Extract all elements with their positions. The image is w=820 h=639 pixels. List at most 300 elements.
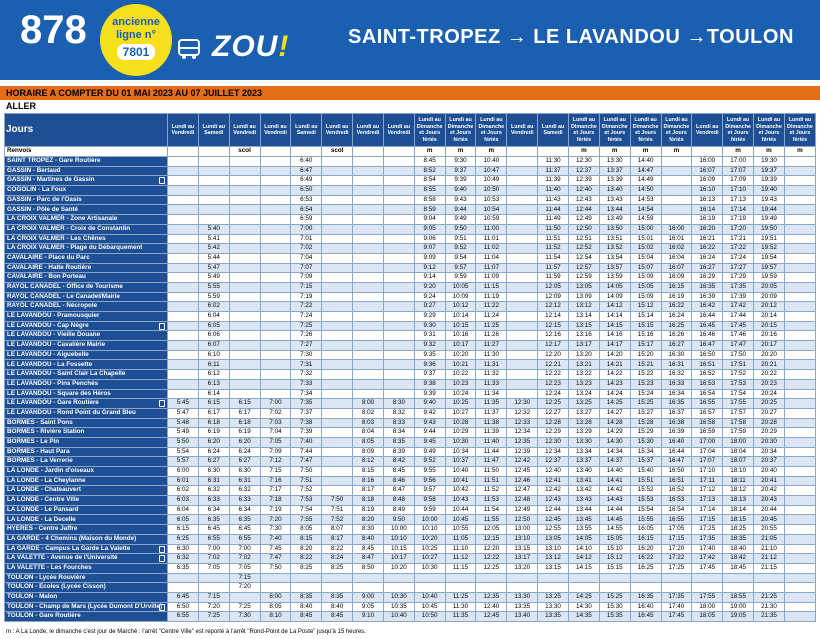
- time-cell: 10:40: [476, 157, 507, 167]
- time-cell: 20:41: [754, 476, 785, 486]
- time-cell: 11:50: [476, 467, 507, 477]
- time-cell: [507, 573, 538, 583]
- time-cell: 6:34: [198, 505, 229, 515]
- time-cell: 16:50: [692, 350, 723, 360]
- time-cell: 8:45: [383, 467, 414, 477]
- table-row: [5, 379, 816, 389]
- time-cell: [507, 302, 538, 312]
- time-cell: 14:59: [630, 215, 661, 225]
- time-cell: 14:25: [599, 399, 630, 409]
- time-cell: 11:43: [538, 195, 569, 205]
- footnote: m : A La Londe, le dimanche c'est jour de Marché : l'arrêt "Centre Ville" est reporté à l'arrêt "Rond-Point de La Poste" jusqu'à 15 heures.: [6, 629, 366, 635]
- time-cell: 17:57: [723, 408, 754, 418]
- time-cell: 6:30: [198, 467, 229, 477]
- time-cell: 17:13: [692, 496, 723, 506]
- time-cell: 16:15: [630, 534, 661, 544]
- time-cell: [784, 457, 815, 467]
- time-cell: 13:28: [568, 418, 599, 428]
- time-cell: 8:52: [414, 166, 445, 176]
- time-cell: 10:00: [383, 525, 414, 535]
- time-cell: 20:12: [754, 302, 785, 312]
- time-cell: 9:58: [414, 496, 445, 506]
- time-cell: 11:51: [476, 476, 507, 486]
- time-cell: 12:37: [568, 166, 599, 176]
- time-cell: [507, 321, 538, 331]
- time-cell: 16:51: [661, 476, 692, 486]
- time-cell: 7:50: [291, 467, 322, 477]
- time-cell: 15:20: [630, 350, 661, 360]
- time-cell: [661, 583, 692, 593]
- table-row: [5, 360, 816, 370]
- time-cell: 10:42: [445, 486, 476, 496]
- time-cell: 7:01: [291, 234, 322, 244]
- time-cell: 10:45: [414, 602, 445, 612]
- time-cell: 6:33: [198, 496, 229, 506]
- time-cell: 17:45: [692, 563, 723, 573]
- time-cell: 9:32: [414, 341, 445, 351]
- time-cell: 7:22: [291, 302, 322, 312]
- time-cell: 13:44: [568, 505, 599, 515]
- time-cell: [661, 176, 692, 186]
- time-cell: 12:39: [507, 447, 538, 457]
- table-row: [5, 205, 816, 215]
- time-cell: 9:24: [414, 292, 445, 302]
- period-banner: HORAIRE A COMPTER DU 01 MAI 2023 AU 07 JUILLET 2023: [0, 86, 820, 100]
- renvoi-cell: m: [630, 147, 661, 157]
- time-cell: 21:30: [754, 602, 785, 612]
- time-cell: 14:24: [599, 389, 630, 399]
- time-cell: 8:22: [322, 544, 353, 554]
- brand-mark: !: [278, 30, 290, 63]
- time-cell: 10:10: [383, 534, 414, 544]
- time-cell: 6:55: [229, 534, 260, 544]
- time-cell: 17:44: [723, 312, 754, 322]
- time-cell: [260, 370, 291, 380]
- time-cell: 9:38: [414, 379, 445, 389]
- time-cell: 11:04: [476, 253, 507, 263]
- time-cell: 7:40: [260, 534, 291, 544]
- time-cell: 18:05: [692, 612, 723, 622]
- time-cell: 8:18: [353, 496, 384, 506]
- time-cell: 8:59: [414, 205, 445, 215]
- time-cell: 18:07: [723, 457, 754, 467]
- time-cell: [784, 408, 815, 418]
- time-cell: 15:22: [630, 370, 661, 380]
- time-cell: 7:25: [229, 602, 260, 612]
- time-cell: 11:59: [538, 273, 569, 283]
- time-cell: 20:29: [754, 428, 785, 438]
- time-cell: 7:30: [291, 350, 322, 360]
- time-cell: 16:20: [630, 544, 661, 554]
- time-cell: 6:45: [229, 525, 260, 535]
- time-cell: 9:43: [445, 195, 476, 205]
- time-cell: 7:15: [291, 282, 322, 292]
- time-cell: 12:49: [568, 215, 599, 225]
- time-cell: 14:42: [599, 486, 630, 496]
- time-cell: 12:43: [568, 195, 599, 205]
- time-cell: 11:15: [445, 563, 476, 573]
- time-cell: 19:40: [754, 186, 785, 196]
- time-cell: 20:09: [754, 292, 785, 302]
- table-row: [5, 457, 816, 467]
- time-cell: 7:16: [260, 476, 291, 486]
- time-cell: 12:34: [538, 447, 569, 457]
- time-cell: 16:40: [630, 602, 661, 612]
- time-cell: 17:35: [723, 282, 754, 292]
- time-cell: 6:50: [168, 602, 199, 612]
- time-cell: 8:15: [291, 534, 322, 544]
- time-cell: 7:07: [291, 263, 322, 273]
- time-cell: 20:15: [754, 321, 785, 331]
- time-cell: [322, 573, 353, 583]
- time-cell: 13:57: [599, 263, 630, 273]
- time-cell: 12:05: [476, 525, 507, 535]
- time-cell: 10:20: [414, 534, 445, 544]
- time-cell: 18:42: [723, 554, 754, 564]
- time-cell: [383, 244, 414, 254]
- time-cell: [322, 360, 353, 370]
- time-cell: 12:44: [538, 505, 569, 515]
- time-cell: 5:44: [198, 253, 229, 263]
- time-cell: 7:04: [291, 253, 322, 263]
- table-row: [5, 176, 816, 186]
- table-row: [5, 273, 816, 283]
- time-cell: 8:42: [383, 457, 414, 467]
- day-column-header: Lundi au Dimanche et Jours fériés: [754, 114, 785, 147]
- time-cell: [198, 176, 229, 186]
- time-cell: 6:02: [168, 486, 199, 496]
- time-cell: 13:50: [599, 224, 630, 234]
- time-cell: 19:37: [754, 166, 785, 176]
- time-cell: [383, 176, 414, 186]
- time-cell: 9:56: [414, 476, 445, 486]
- time-cell: 7:32: [291, 370, 322, 380]
- time-cell: 8:25: [291, 563, 322, 573]
- time-cell: 14:47: [630, 166, 661, 176]
- time-cell: 6:00: [168, 467, 199, 477]
- time-cell: 12:33: [507, 418, 538, 428]
- time-cell: 6:40: [291, 157, 322, 167]
- time-cell: [784, 379, 815, 389]
- time-cell: [229, 244, 260, 254]
- time-cell: 6:47: [291, 166, 322, 176]
- time-cell: 13:05: [568, 282, 599, 292]
- time-cell: 6:02: [198, 302, 229, 312]
- time-cell: 14:27: [599, 408, 630, 418]
- time-cell: 17:05: [661, 525, 692, 535]
- time-cell: 8:09: [353, 447, 384, 457]
- table-row: [5, 447, 816, 457]
- time-cell: [507, 389, 538, 399]
- time-cell: 9:30: [414, 321, 445, 331]
- time-cell: 6:24: [198, 447, 229, 457]
- time-cell: [507, 350, 538, 360]
- time-cell: [507, 205, 538, 215]
- time-cell: [353, 302, 384, 312]
- time-cell: [168, 273, 199, 283]
- time-cell: 7:27: [291, 341, 322, 351]
- time-cell: [784, 224, 815, 234]
- time-cell: 15:30: [630, 437, 661, 447]
- time-cell: 5:49: [168, 428, 199, 438]
- time-cell: 6:05: [168, 515, 199, 525]
- time-cell: 7:20: [198, 602, 229, 612]
- time-cell: 7:44: [291, 447, 322, 457]
- time-cell: [322, 418, 353, 428]
- time-cell: [229, 282, 260, 292]
- day-column-header: Lundi au Dimanche et Jours fériés: [784, 114, 815, 147]
- time-cell: 16:01: [661, 234, 692, 244]
- time-cell: 9:51: [445, 234, 476, 244]
- time-cell: 17:24: [723, 253, 754, 263]
- time-cell: 8:35: [383, 437, 414, 447]
- time-cell: 11:26: [476, 331, 507, 341]
- time-cell: 9:00: [353, 592, 384, 602]
- time-cell: [414, 573, 445, 583]
- time-cell: 11:05: [445, 534, 476, 544]
- time-cell: 6:14: [198, 389, 229, 399]
- time-cell: 10:24: [445, 389, 476, 399]
- time-cell: [383, 273, 414, 283]
- time-cell: [784, 244, 815, 254]
- time-cell: 11:52: [538, 244, 569, 254]
- time-cell: 8:24: [322, 554, 353, 564]
- time-cell: 6:31: [198, 476, 229, 486]
- time-cell: 13:17: [568, 341, 599, 351]
- time-cell: 9:07: [414, 244, 445, 254]
- time-cell: 16:22: [692, 244, 723, 254]
- stop-name: CAVALAIRE - Halte Routière: [5, 263, 168, 273]
- time-cell: [353, 341, 384, 351]
- time-cell: 7:25: [291, 321, 322, 331]
- time-cell: 17:04: [692, 447, 723, 457]
- time-cell: [322, 331, 353, 341]
- time-cell: [168, 360, 199, 370]
- time-cell: [260, 157, 291, 167]
- day-column-header: Lundi au Dimanche et Jours fériés: [661, 114, 692, 147]
- time-cell: 6:27: [229, 457, 260, 467]
- time-cell: 19:44: [754, 205, 785, 215]
- time-cell: 14:22: [599, 370, 630, 380]
- time-cell: [383, 166, 414, 176]
- time-cell: [507, 215, 538, 225]
- time-cell: [260, 583, 291, 593]
- time-cell: 7:02: [291, 244, 322, 254]
- table-row: [5, 350, 816, 360]
- time-cell: 20:20: [754, 350, 785, 360]
- time-cell: 7:00: [229, 544, 260, 554]
- stop-name: LA CROIX VALMER - Plage du Débarquement: [5, 244, 168, 254]
- time-cell: [229, 224, 260, 234]
- time-cell: [476, 583, 507, 593]
- stop-name: TOULON - Malon: [5, 592, 168, 602]
- time-cell: [784, 592, 815, 602]
- time-cell: 8:10: [260, 612, 291, 622]
- time-cell: [168, 166, 199, 176]
- time-cell: 16:09: [661, 273, 692, 283]
- stop-name: LE LAVANDOU - Pins Penchés: [5, 379, 168, 389]
- time-cell: [784, 437, 815, 447]
- time-cell: 15:17: [630, 341, 661, 351]
- time-cell: 10:41: [445, 476, 476, 486]
- time-cell: 5:50: [168, 437, 199, 447]
- time-cell: 13:41: [568, 476, 599, 486]
- time-cell: 18:10: [723, 467, 754, 477]
- time-cell: [168, 350, 199, 360]
- time-cell: [229, 592, 260, 602]
- time-cell: [784, 476, 815, 486]
- time-cell: 12:45: [476, 612, 507, 622]
- time-cell: [784, 370, 815, 380]
- time-cell: 17:07: [723, 166, 754, 176]
- time-cell: 16:09: [692, 176, 723, 186]
- time-cell: 16:44: [692, 312, 723, 322]
- table-row: [5, 534, 816, 544]
- time-cell: 9:36: [414, 360, 445, 370]
- time-cell: 8:20: [291, 544, 322, 554]
- time-cell: [383, 253, 414, 263]
- time-cell: 15:05: [599, 534, 630, 544]
- time-cell: 19:51: [754, 234, 785, 244]
- time-cell: [353, 176, 384, 186]
- time-cell: 7:20: [229, 583, 260, 593]
- time-cell: [661, 195, 692, 205]
- time-cell: 11:35: [445, 612, 476, 622]
- time-cell: 12:17: [538, 341, 569, 351]
- time-cell: 13:55: [568, 525, 599, 535]
- time-cell: 8:17: [353, 486, 384, 496]
- table-row: [5, 467, 816, 477]
- day-column-header: Lundi au Dimanche et Jours fériés: [476, 114, 507, 147]
- time-cell: 6:18: [198, 418, 229, 428]
- time-cell: 16:58: [692, 418, 723, 428]
- time-cell: [353, 157, 384, 167]
- time-cell: [229, 176, 260, 186]
- table-row: [5, 612, 816, 622]
- time-cell: [322, 476, 353, 486]
- time-cell: [260, 224, 291, 234]
- time-cell: 20:45: [754, 515, 785, 525]
- stop-name: GASSIN - Pôle de Santé: [5, 205, 168, 215]
- time-cell: 11:53: [476, 496, 507, 506]
- time-cell: 10:25: [414, 544, 445, 554]
- time-cell: 8:32: [383, 408, 414, 418]
- time-cell: 9:49: [414, 447, 445, 457]
- time-cell: 11:01: [476, 234, 507, 244]
- time-cell: [322, 253, 353, 263]
- stop-name: GASSIN - Bertaud: [5, 166, 168, 176]
- time-cell: [229, 292, 260, 302]
- time-cell: 15:09: [630, 292, 661, 302]
- badge-line2: ligne n°: [116, 29, 156, 41]
- time-cell: [260, 350, 291, 360]
- time-cell: 9:44: [414, 428, 445, 438]
- time-cell: 19:05: [723, 612, 754, 622]
- time-cell: 11:15: [476, 282, 507, 292]
- time-cell: [507, 263, 538, 273]
- time-cell: [353, 583, 384, 593]
- time-cell: [784, 282, 815, 292]
- stop-name: BORMES - La Verrerie: [5, 457, 168, 467]
- day-column-header: Lundi au Dimanche et Jours fériés: [599, 114, 630, 147]
- time-cell: 19:52: [754, 244, 785, 254]
- time-cell: 13:00: [507, 525, 538, 535]
- time-cell: [322, 273, 353, 283]
- time-cell: [383, 292, 414, 302]
- time-cell: 7:02: [260, 408, 291, 418]
- time-cell: 9:14: [414, 273, 445, 283]
- stop-name: LE LAVANDOU - Pramousquier: [5, 312, 168, 322]
- day-column-header: Lundi au Vendredi: [507, 114, 538, 147]
- day-column-header: Lundi au Vendredi: [353, 114, 384, 147]
- time-cell: 13:09: [568, 292, 599, 302]
- time-cell: 7:02: [198, 554, 229, 564]
- time-cell: [198, 166, 229, 176]
- time-cell: [353, 273, 384, 283]
- renvoi-cell: m: [476, 147, 507, 157]
- time-cell: 6:59: [291, 215, 322, 225]
- time-cell: 6:24: [229, 447, 260, 457]
- time-cell: 12:29: [538, 428, 569, 438]
- renvoi-cell: [291, 147, 322, 157]
- time-cell: [692, 583, 723, 593]
- time-cell: 12:20: [476, 544, 507, 554]
- time-cell: 13:51: [599, 234, 630, 244]
- time-cell: 19:50: [754, 224, 785, 234]
- time-cell: 5:54: [168, 447, 199, 457]
- time-cell: 12:40: [568, 186, 599, 196]
- time-cell: 12:45: [538, 515, 569, 525]
- time-cell: 12:25: [538, 399, 569, 409]
- stop-name: BORMES - Le Pin: [5, 437, 168, 447]
- time-cell: 13:25: [538, 592, 569, 602]
- time-cell: [383, 341, 414, 351]
- time-cell: [322, 341, 353, 351]
- time-cell: 8:50: [353, 563, 384, 573]
- time-cell: [322, 234, 353, 244]
- table-row: [5, 370, 816, 380]
- time-cell: [229, 360, 260, 370]
- time-cell: 13:37: [568, 457, 599, 467]
- time-cell: 9:05: [353, 602, 384, 612]
- time-cell: 6:53: [291, 195, 322, 205]
- time-cell: 16:39: [661, 428, 692, 438]
- time-cell: 12:23: [538, 379, 569, 389]
- stop-name: TOULON - Lycée Rouvière: [5, 573, 168, 583]
- table-row: [5, 573, 816, 583]
- time-cell: [784, 399, 815, 409]
- time-cell: [229, 166, 260, 176]
- time-cell: 11:49: [538, 215, 569, 225]
- table-row: [5, 157, 816, 167]
- time-cell: 21:15: [754, 563, 785, 573]
- time-cell: 13:59: [599, 273, 630, 283]
- header-row: [5, 114, 816, 147]
- time-cell: 7:31: [291, 360, 322, 370]
- time-cell: 17:09: [723, 176, 754, 186]
- table-row: [5, 331, 816, 341]
- time-cell: 12:16: [538, 331, 569, 341]
- time-cell: 20:55: [754, 525, 785, 535]
- time-cell: 17:13: [723, 195, 754, 205]
- time-cell: [260, 341, 291, 351]
- time-cell: [168, 195, 199, 205]
- time-cell: [784, 389, 815, 399]
- time-cell: 7:38: [291, 418, 322, 428]
- time-cell: 10:17: [383, 554, 414, 564]
- time-cell: 10:50: [476, 186, 507, 196]
- accessibility-icon: [159, 400, 165, 407]
